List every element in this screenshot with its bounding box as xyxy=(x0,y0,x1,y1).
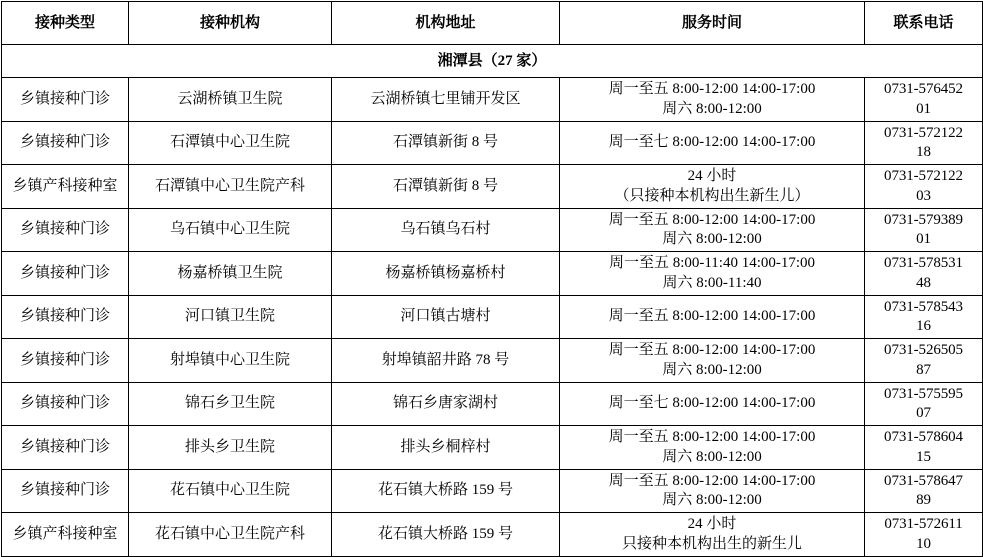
cell-service-hours xyxy=(560,339,865,383)
cell-type: 乡镇接种门诊 xyxy=(2,121,129,165)
cell-service-hours xyxy=(560,208,865,252)
cell-phone xyxy=(865,295,983,339)
cell-address: 石潭镇新街 8 号 xyxy=(332,165,560,209)
phone-line: 0731-572611 xyxy=(884,516,963,532)
cell-address: 花石镇大桥路 159 号 xyxy=(332,513,560,557)
cell-organization: 河口镇卫生院 xyxy=(129,295,332,339)
cell-address: 乌石镇乌石村 xyxy=(332,208,560,252)
table-row xyxy=(2,339,983,383)
phone-line: 48 xyxy=(916,274,931,291)
table-row xyxy=(2,252,983,296)
phone-line: 0731-579389 xyxy=(884,211,963,228)
cell-type: 乡镇接种门诊 xyxy=(2,295,129,339)
hours-line: 周一至五 8:00-12:00 14:00-17:00 xyxy=(608,472,816,489)
table-body xyxy=(2,45,983,557)
cell-type: 乡镇接种门诊 xyxy=(2,208,129,252)
table-row xyxy=(2,426,983,470)
cell-type: 乡镇接种门诊 xyxy=(2,382,129,426)
table-header-row xyxy=(2,2,983,45)
phone-line: 07 xyxy=(916,405,931,422)
cell-phone xyxy=(865,252,983,296)
cell-service-hours xyxy=(560,513,865,557)
phone-line: 01 xyxy=(916,100,931,117)
cell-address: 射埠镇韶井路 78 号 xyxy=(332,339,560,383)
hours-line: 周一至五 8:00-11:40 14:00-17:00 xyxy=(608,255,816,271)
phone-line: 15 xyxy=(916,448,931,465)
hours-line: 周六 8:00-11:40 xyxy=(662,274,762,291)
column-header-organization: 接种机构 xyxy=(129,2,332,45)
phone-line: 0731-578531 xyxy=(884,255,963,271)
cell-organization: 杨嘉桥镇卫生院 xyxy=(129,252,332,296)
cell-type: 乡镇接种门诊 xyxy=(2,78,129,122)
cell-phone xyxy=(865,513,983,557)
vaccination-clinic-table xyxy=(1,1,983,557)
cell-address: 河口镇古塘村 xyxy=(332,295,560,339)
cell-organization: 锦石乡卫生院 xyxy=(129,382,332,426)
phone-line: 0731-572122 xyxy=(884,124,963,141)
table-row xyxy=(2,513,983,557)
table-row xyxy=(2,469,983,513)
cell-service-hours xyxy=(560,165,865,209)
column-header-service-hours: 服务时间 xyxy=(560,2,865,45)
phone-line: 0731-572122 xyxy=(884,168,963,184)
cell-address: 锦石乡唐家湖村 xyxy=(332,382,560,426)
column-header-address: 机构地址 xyxy=(332,2,560,45)
phone-line: 03 xyxy=(916,187,931,204)
cell-type: 乡镇产科接种室 xyxy=(2,165,129,209)
phone-line: 18 xyxy=(916,144,931,161)
region-label: 湘潭县（27 家） xyxy=(2,45,983,78)
cell-type: 乡镇产科接种室 xyxy=(2,513,129,557)
cell-organization: 射埠镇中心卫生院 xyxy=(129,339,332,383)
phone-line: 89 xyxy=(916,492,931,509)
cell-address: 排头乡桐梓村 xyxy=(332,426,560,470)
cell-type: 乡镇接种门诊 xyxy=(2,426,129,470)
phone-line: 0731-575595 xyxy=(884,385,963,402)
cell-type: 乡镇接种门诊 xyxy=(2,469,129,513)
hours-line: 24 小时 xyxy=(687,516,737,532)
cell-organization: 乌石镇中心卫生院 xyxy=(129,208,332,252)
vaccination-clinic-table-page xyxy=(0,1,983,553)
hours-line: 周一至五 8:00-12:00 14:00-17:00 xyxy=(608,308,816,325)
table-header xyxy=(2,2,983,45)
cell-organization: 石潭镇中心卫生院产科 xyxy=(129,165,332,209)
region-group-row xyxy=(2,45,983,78)
cell-phone xyxy=(865,208,983,252)
cell-type: 乡镇接种门诊 xyxy=(2,339,129,383)
cell-phone xyxy=(865,469,983,513)
hours-line: 周一至五 8:00-12:00 14:00-17:00 xyxy=(608,429,816,445)
hours-line: 周六 8:00-12:00 xyxy=(662,492,762,509)
cell-service-hours xyxy=(560,295,865,339)
cell-phone xyxy=(865,121,983,165)
cell-type: 乡镇接种门诊 xyxy=(2,252,129,296)
phone-line: 0731-576452 xyxy=(884,81,963,97)
hours-line: 周六 8:00-12:00 xyxy=(662,231,762,248)
hours-line: 周一至七 8:00-12:00 14:00-17:00 xyxy=(608,134,816,151)
table-row xyxy=(2,121,983,165)
phone-line: 01 xyxy=(916,231,931,248)
cell-service-hours xyxy=(560,78,865,122)
cell-address: 云湖桥镇七里铺开发区 xyxy=(332,78,560,122)
cell-address: 花石镇大桥路 159 号 xyxy=(332,469,560,513)
table-row xyxy=(2,382,983,426)
cell-phone xyxy=(865,165,983,209)
cell-organization: 石潭镇中心卫生院 xyxy=(129,121,332,165)
hours-line: 周六 8:00-12:00 xyxy=(662,361,762,378)
column-header-type: 接种类型 xyxy=(2,2,129,45)
cell-service-hours xyxy=(560,469,865,513)
hours-line: 周一至五 8:00-12:00 14:00-17:00 xyxy=(608,342,816,358)
cell-phone xyxy=(865,382,983,426)
phone-line: 16 xyxy=(916,318,931,335)
cell-address: 杨嘉桥镇杨嘉桥村 xyxy=(332,252,560,296)
column-header-phone: 联系电话 xyxy=(865,2,983,45)
cell-phone xyxy=(865,78,983,122)
hours-line: 只接种本机构出生的新生儿 xyxy=(621,535,802,552)
cell-service-hours xyxy=(560,252,865,296)
hours-line: 周一至五 8:00-12:00 14:00-17:00 xyxy=(608,211,816,228)
cell-address: 石潭镇新街 8 号 xyxy=(332,121,560,165)
phone-line: 87 xyxy=(916,361,931,378)
cell-phone xyxy=(865,426,983,470)
hours-line: 周一至五 8:00-12:00 14:00-17:00 xyxy=(608,81,816,97)
hours-line: 周六 8:00-12:00 xyxy=(662,448,762,465)
table-row xyxy=(2,165,983,209)
cell-phone xyxy=(865,339,983,383)
cell-service-hours xyxy=(560,426,865,470)
phone-line: 0731-578604 xyxy=(884,429,963,445)
hours-line: 周六 8:00-12:00 xyxy=(662,100,762,117)
phone-line: 0731-578647 xyxy=(884,472,963,489)
cell-service-hours xyxy=(560,382,865,426)
cell-organization: 花石镇中心卫生院 xyxy=(129,469,332,513)
phone-line: 0731-578543 xyxy=(884,298,963,315)
cell-organization: 花石镇中心卫生院产科 xyxy=(129,513,332,557)
table-row xyxy=(2,295,983,339)
cell-organization: 排头乡卫生院 xyxy=(129,426,332,470)
table-row xyxy=(2,208,983,252)
cell-service-hours xyxy=(560,121,865,165)
hours-line: （只接种本机构出生新生儿） xyxy=(614,187,810,204)
phone-line: 0731-526505 xyxy=(884,342,963,358)
cell-organization: 云湖桥镇卫生院 xyxy=(129,78,332,122)
table-row xyxy=(2,78,983,122)
hours-line: 周一至七 8:00-12:00 14:00-17:00 xyxy=(608,395,816,412)
hours-line: 24 小时 xyxy=(687,168,737,184)
phone-line: 10 xyxy=(916,535,931,552)
